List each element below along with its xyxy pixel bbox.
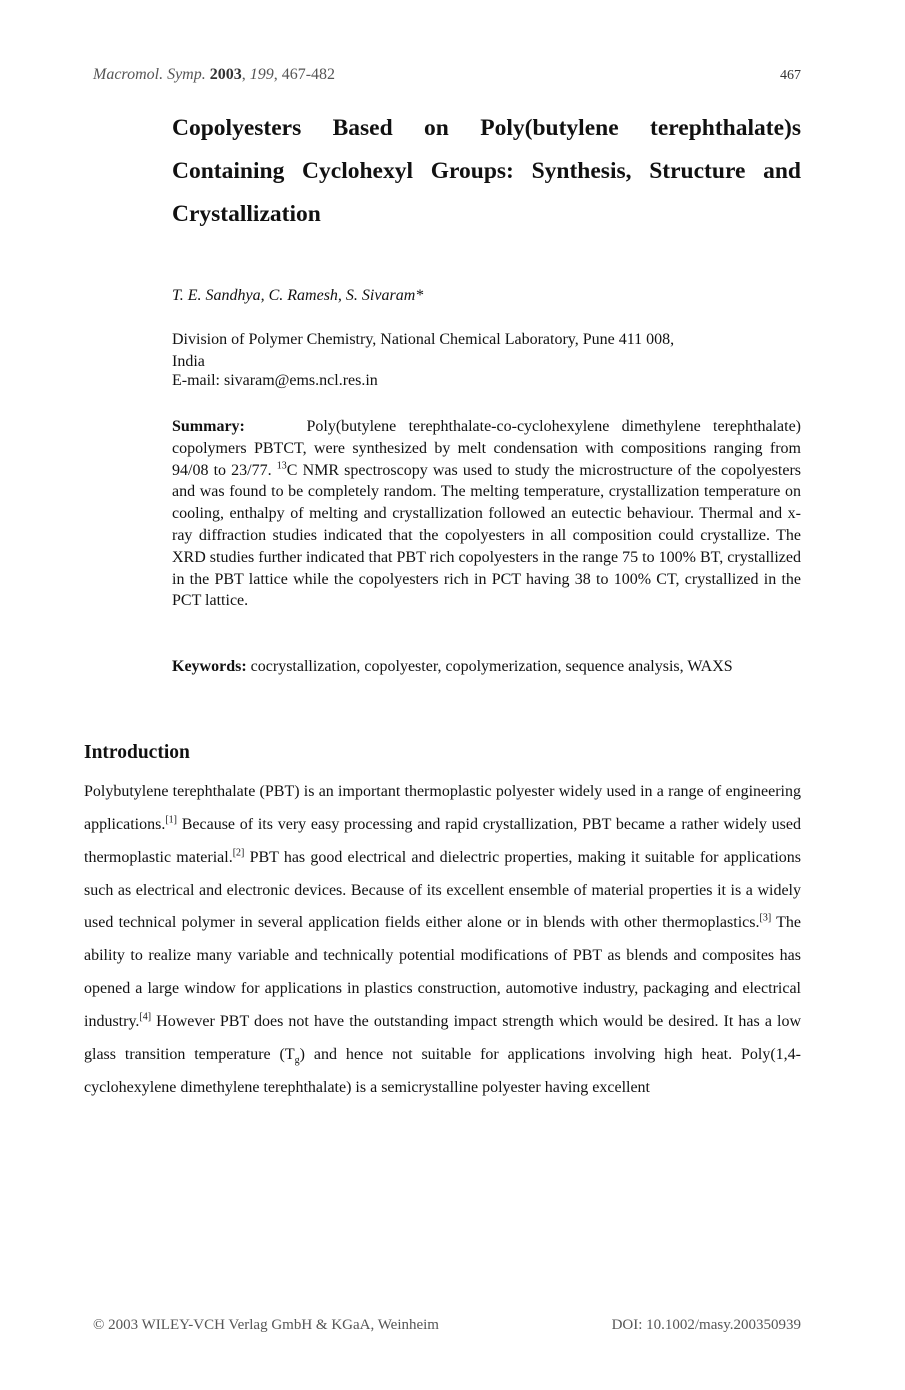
introduction-paragraph	[84, 776, 801, 1104]
intro-text: PBT has good electrical and dielectric properties, making it suitable for applications such as electrical and electronic devices. Because of its excellent ensemble of material properties it is a widely used technical polymer in several application fields either alone or in blends with other thermoplastics.	[84, 848, 801, 932]
keywords-text: cocrystallization, copolyester, copolymerization, sequence analysis, WAXS	[250, 658, 733, 675]
affiliation-line-2: India	[172, 353, 205, 370]
journal-year: 2003	[209, 66, 242, 83]
nmr-superscript: 13	[276, 460, 287, 472]
email-address[interactable]: sivaram@ems.ncl.res.in	[223, 372, 378, 389]
intro-text: ) and hence not suitable for applications involving high heat. Poly(1,4-cyclohexylene dimethylene terephthalate) is a semicrystalline polyester having excellent	[84, 1045, 802, 1096]
keywords	[172, 656, 801, 678]
summary-text-1: Poly(butylene terephthalate-co-cyclohexylene dimethylene terephthalate) copolymers PBTCT, were synthesized by melt condensation with compositions ranging from 94/08 to 23/77.	[172, 418, 802, 479]
intro-text: However PBT does not have the outstanding impact strength which would be desired. It has a low glass transition temperature (T	[84, 1012, 801, 1063]
intro-text: Because of its very easy processing and rapid crystallization, PBT became a rather widely used thermoplastic material.	[84, 815, 801, 866]
page-number: 467	[780, 68, 801, 83]
tg-subscript: g	[294, 1054, 300, 1066]
intro-text: The ability to realize many variable and technically potential modifications of PBT as blends and composites has opened a large window for applications in plastics construction, automotive industry, packaging and electrical industry.	[84, 914, 801, 1030]
running-head: Macromol. Symp. 2003, 199, 467-482 467	[93, 66, 801, 83]
section-heading-introduction: Introduction	[84, 742, 190, 763]
keywords-label: Keywords:	[172, 658, 247, 675]
summary-text-2: C NMR spectroscopy was used to study the microstructure of the copolyesters and was found to be completely random. The melting temperature, crystallization temperature on cooling, enthalpy of melting and crystallization followed an eutectic behaviour. Thermal and x-ray diffraction studies indicated that the copolyesters in all composition could crystallize. The XRD studies further indicated that PBT rich copolyesters in the range 75 to 100% BT, crystallized in the PBT lattice while the copolyesters rich in PCT having 38 to 100% CT, crystallized in the PCT lattice.	[172, 461, 801, 610]
paper-title: Copolyesters Based on Poly(butylene terephthalate)s Containing Cyclohexyl Groups: Synthesis, Structure and Crystallization	[172, 115, 801, 227]
copyright-notice: © 2003 WILEY-VCH Verlag GmbH & KGaA, Weinheim	[93, 1317, 439, 1333]
doi[interactable]: DOI: 10.1002/masy.200350939	[611, 1317, 801, 1333]
citation-1[interactable]: [1]	[165, 814, 177, 826]
email-line	[172, 372, 378, 390]
citation-2[interactable]: [2]	[232, 847, 245, 859]
journal-pages: 467-482	[281, 66, 336, 83]
email-label: E-mail:	[172, 372, 220, 389]
affiliation-line-1: Division of Polymer Chemistry, National Chemical Laboratory, Pune 411 008,	[172, 331, 675, 348]
intro-text: Polybutylene terephthalate (PBT) is an important thermoplastic polyester widely used in a range of engineering applications.	[84, 783, 801, 833]
journal-volume: 199	[249, 66, 274, 83]
summary-label: Summary:	[172, 418, 245, 435]
author-list: T. E. Sandhya, C. Ramesh, S. Sivaram*	[172, 287, 424, 304]
journal-name: Macromol. Symp.	[93, 66, 206, 83]
affiliation	[172, 329, 801, 373]
citation-4[interactable]: [4]	[139, 1011, 152, 1023]
citation-3[interactable]: [3]	[759, 913, 772, 925]
abstract	[172, 416, 801, 612]
